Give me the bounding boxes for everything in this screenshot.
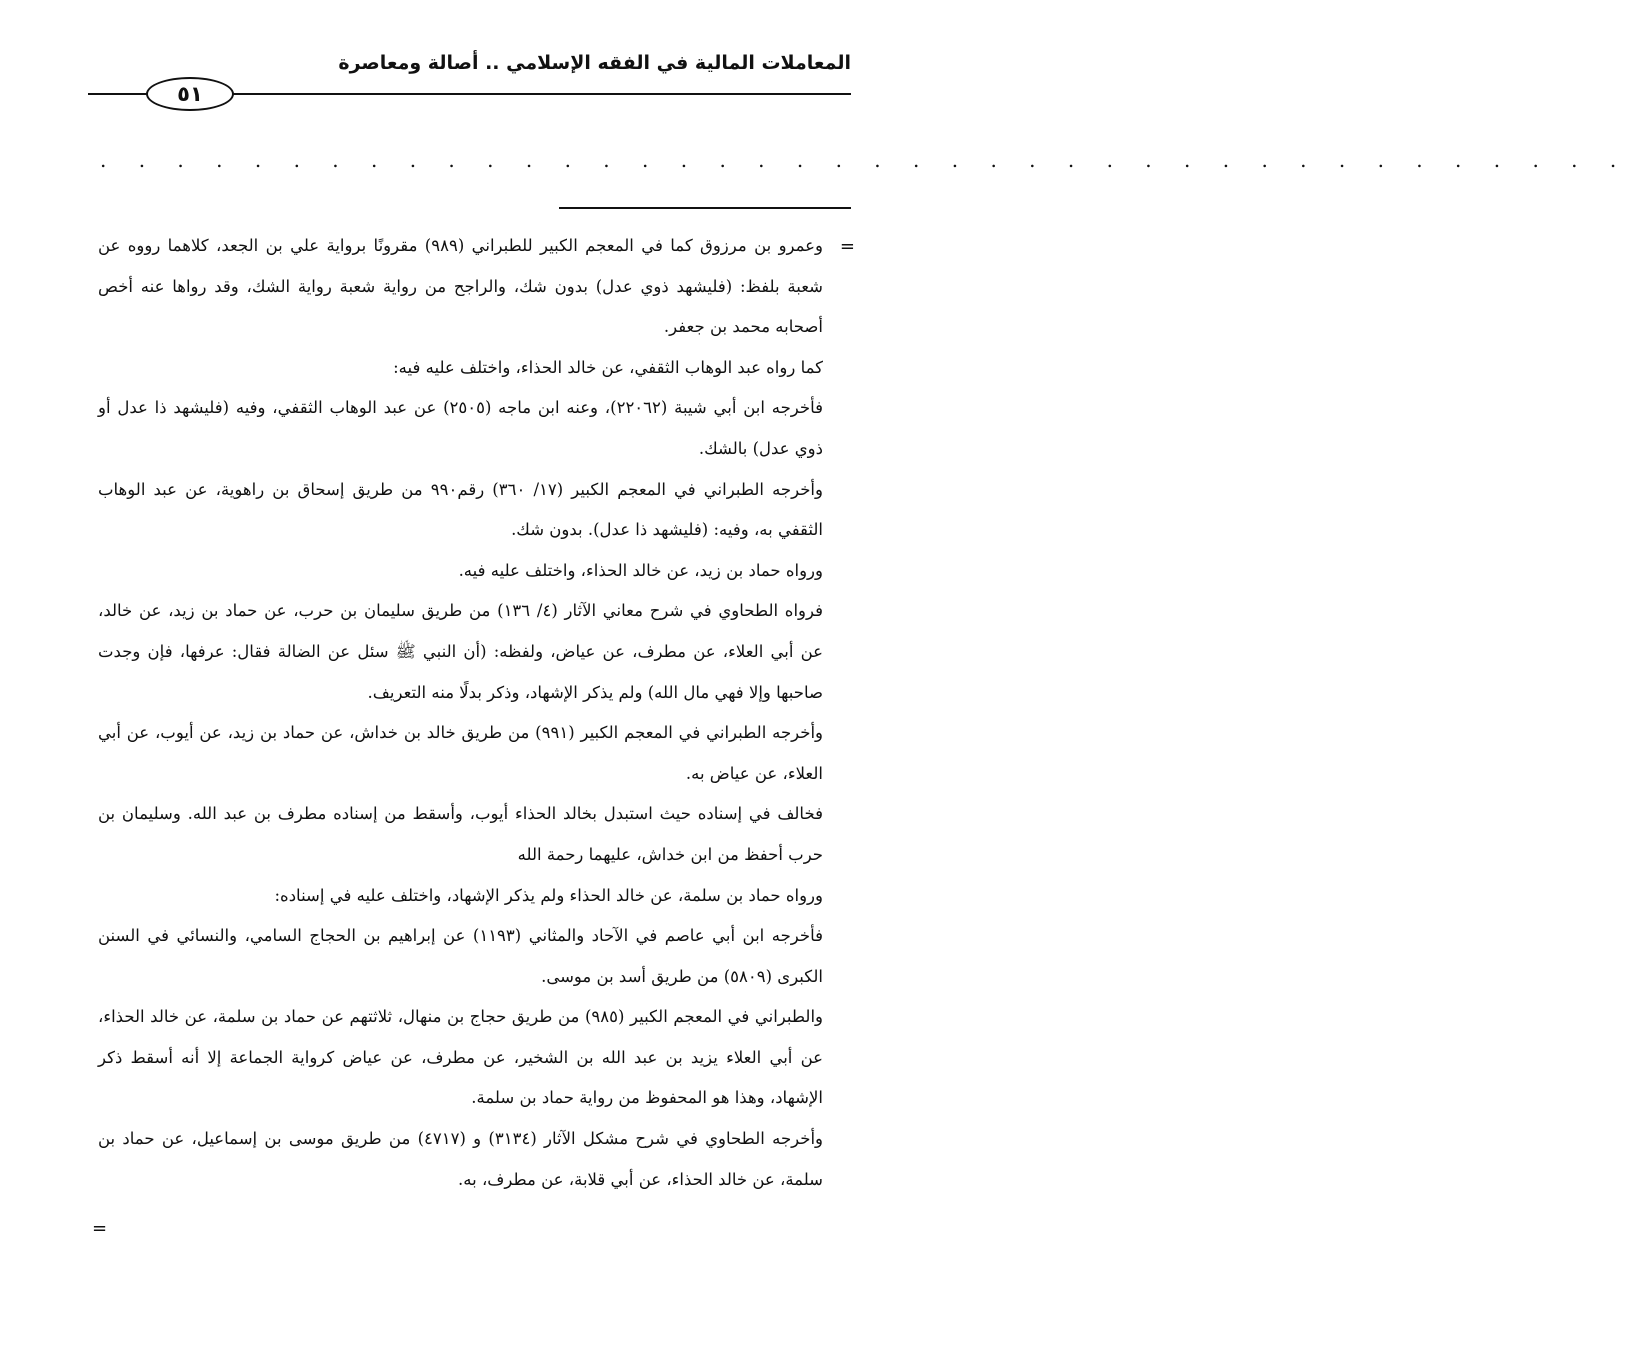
footnote-paragraph: وأخرجه الطبراني في المعجم الكبير (١٧/ ٣٦٠) رقم٩٩٠ من طريق إسحاق بن راهوية، عن عبد الوهاب الثقفي به، وفيه: (فليشهد ذا عدل). بدون شك. <box>98 479 823 540</box>
continuation-mark-end: = <box>92 1218 108 1239</box>
page-number-badge: ٥١ <box>146 77 234 111</box>
footnote-body <box>98 226 823 1200</box>
footnote-paragraph: وعمرو بن مرزوق كما في المعجم الكبير للطبراني (٩٨٩) مقرونًا برواية علي بن الجعد، كلاهما رووه عن شعبة بلفظ: (فليشهد ذوي عدل) بدون شك، والراجح من رواية شعبة رواية الشك، وقد رواها عنه أخص أصحابه محمد بن جعفر. <box>98 236 823 337</box>
footnote-paragraph: فرواه الطحاوي في شرح معاني الآثار (٤/ ١٣٦) من طريق سليمان بن حرب، عن حماد بن زيد، عن خالد، عن أبي العلاء، عن مطرف، عن عياض، ولفظه: (أن النبي ﷺ سئل عن الضالة فقال: عرفها، فإن وجدت صاحبها وإلا فهي مال الله) ولم يذكر الإشهاد، وذكر بدلًا منه التعريف. <box>98 601 823 702</box>
footnote-paragraph: فأخرجه ابن أبي شيبة (٢٢٠٦٢)، وعنه ابن ماجه (٢٥٠٥) عن عبد الوهاب الثقفي، وفيه (فليشهد ذا عدل أو ذوي عدل) بالشك. <box>98 398 824 458</box>
continuation-mark-start: = <box>839 236 855 257</box>
footnote-paragraph: فخالف في إسناده حيث استبدل بخالد الحذاء أيوب، وأسقط من إسناده مطرف بن عبد الله. وسليمان بن حرب أحفظ من ابن خداش، عليهما رحمة الله <box>98 804 823 864</box>
footnote-paragraph: فأخرجه ابن أبي عاصم في الآحاد والمثاني (١١٩٣) عن إبراهيم بن الحجاج السامي، والنسائي في السنن الكبرى (٥٨٠٩) من طريق أسد بن موسى. <box>98 926 823 986</box>
dotted-separator: . . . . . . . . . . . . . . . . . . . . . . . . . . . . . . . . . . . . . . . . <box>100 148 1629 172</box>
footnote-paragraph: والطبراني في المعجم الكبير (٩٨٥) من طريق حجاج بن منهال، ثلاثتهم عن حماد بن سلمة، عن خالد الحذاء، عن أبي العلاء يزيد بن عبد الله بن الشخير، عن مطرف، عن عياض كرواية الجماعة إلا أنه أسقط ذكر الإشهاد، وهذا هو المحفوظ من رواية حماد بن سلمة. <box>98 1007 823 1108</box>
footnote-rule <box>559 207 851 209</box>
running-header-title: المعاملات المالية في الفقه الإسلامي .. أصالة ومعاصرة <box>338 52 851 74</box>
footnote-paragraph: ورواه حماد بن زيد، عن خالد الحذاء، واختلف عليه فيه. <box>458 560 823 580</box>
footnote-paragraph: ورواه حماد بن سلمة، عن خالد الحذاء ولم يذكر الإشهاد، واختلف عليه في إسناده: <box>274 885 823 905</box>
footnote-paragraph: وأخرجه الطحاوي في شرح مشكل الآثار (٣١٣٤) و (٤٧١٧) من طريق موسى بن إسماعيل، عن حماد بن سلمة، عن خالد الحذاء، عن أبي قلابة، عن مطرف، به. <box>98 1129 823 1189</box>
footnote-paragraph: وأخرجه الطبراني في المعجم الكبير (٩٩١) من طريق خالد بن خداش، عن حماد بن زيد، عن أيوب، عن أبي العلاء، عن عياض به. <box>98 723 823 783</box>
footnote-paragraph: كما رواه عبد الوهاب الثقفي، عن خالد الحذاء، واختلف عليه فيه: <box>393 357 823 377</box>
